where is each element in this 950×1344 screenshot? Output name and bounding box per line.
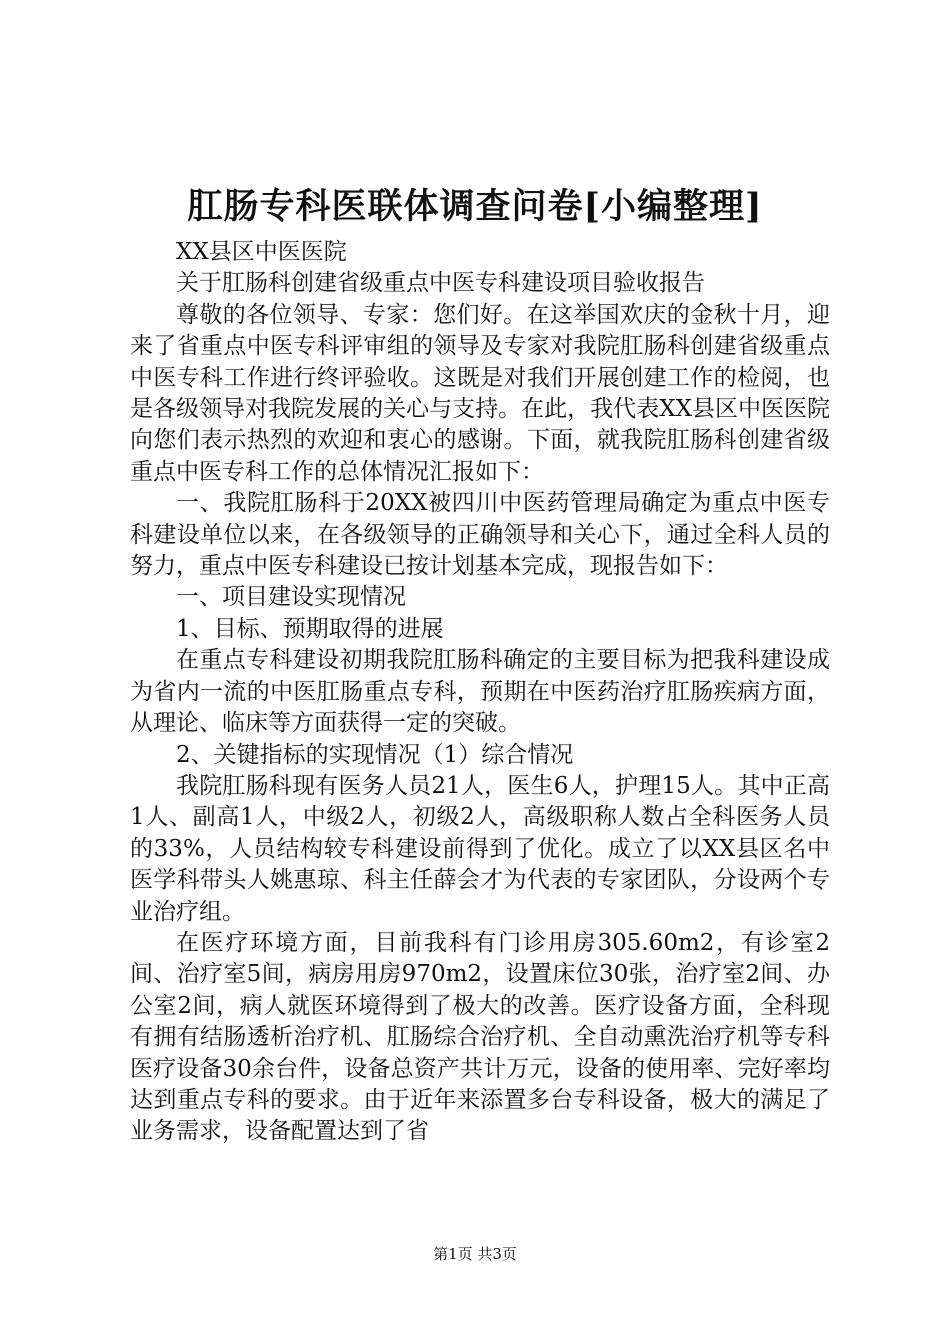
document-body xyxy=(130,237,830,1148)
paragraph-overview: 一、我院肛肠科于20XX被四川中医药管理局确定为重点中医专科建设单位以来，在各级领导的正确领导和关心下，通过全科人员的努力，重点中医专科建设已按计划基本完成，现报告如下： xyxy=(130,490,830,580)
hospital-name: XX县区中医医院 xyxy=(176,239,347,265)
paragraph-environment: 在医疗环境方面，目前我科有门诊用房305.60m2，有诊室2间、治疗室5间，病房用房970m2，设置床位30张，治疗室2间、办公室2间，病人就医环境得到了极大的改善。医疗设备方面，全科现有拥有结肠透析治疗机、肛肠综合治疗机、全自动熏洗治疗机等专科医疗设备30余台件，设备总资产共计万元，设备的使用率、完好率均达到重点专科的要求。由于近年来添置多台专科设备，极大的满足了业务需求，设备配置达到了省 xyxy=(130,929,830,1145)
report-subtitle: 关于肛肠科创建省级重点中医专科建设项目验收报告 xyxy=(176,270,705,297)
page-number: 第1页 共3页 xyxy=(433,1245,517,1263)
paragraph-goals: 在重点专科建设初期我院肛肠科确定的主要目标为把我科建设成为省内一流的中医肛肠重点专科，预期在中医药治疗肛肠疾病方面，从理论、临床等方面获得一定的突破。 xyxy=(130,647,830,737)
document-title: 肛肠专科医联体调查问卷[小编整理] xyxy=(187,186,763,227)
paragraph-greeting: 尊敬的各位领导、专家：您们好。在这举国欢庆的金秋十月，迎来了省重点中医专科评审组的领导及专家对我院肛肠科创建省级重点中医专科工作进行终评验收。这既是对我们开展创建工作的检阅，也是各级领导对我院发展的关心与支持。在此，我代表XX县区中医医院向您们表示热烈的欢迎和衷心的感谢。下面，就我院肛肠科创建省级重点中医专科工作的总体情况汇报如下： xyxy=(130,301,830,485)
section-heading-project: 一、项目建设实现情况 xyxy=(176,584,406,611)
paragraph-staff: 我院肛肠科现有医务人员21人，医生6人，护理15人。其中正高1人、副高1人，中级2人，初级2人，高级职称人数占全科医务人员的33%，人员结构较专科建设前得到了优化。成立了以XX县区名中医学科带头人姚惠琼、科主任薛会才为代表的专家团队，分设两个专业治疗组。 xyxy=(130,772,830,925)
subsection-heading-goals: 1、目标、预期取得的进展 xyxy=(176,615,444,642)
subsection-heading-indicators: 2、关键指标的实现情况（1）综合情况 xyxy=(176,741,574,768)
